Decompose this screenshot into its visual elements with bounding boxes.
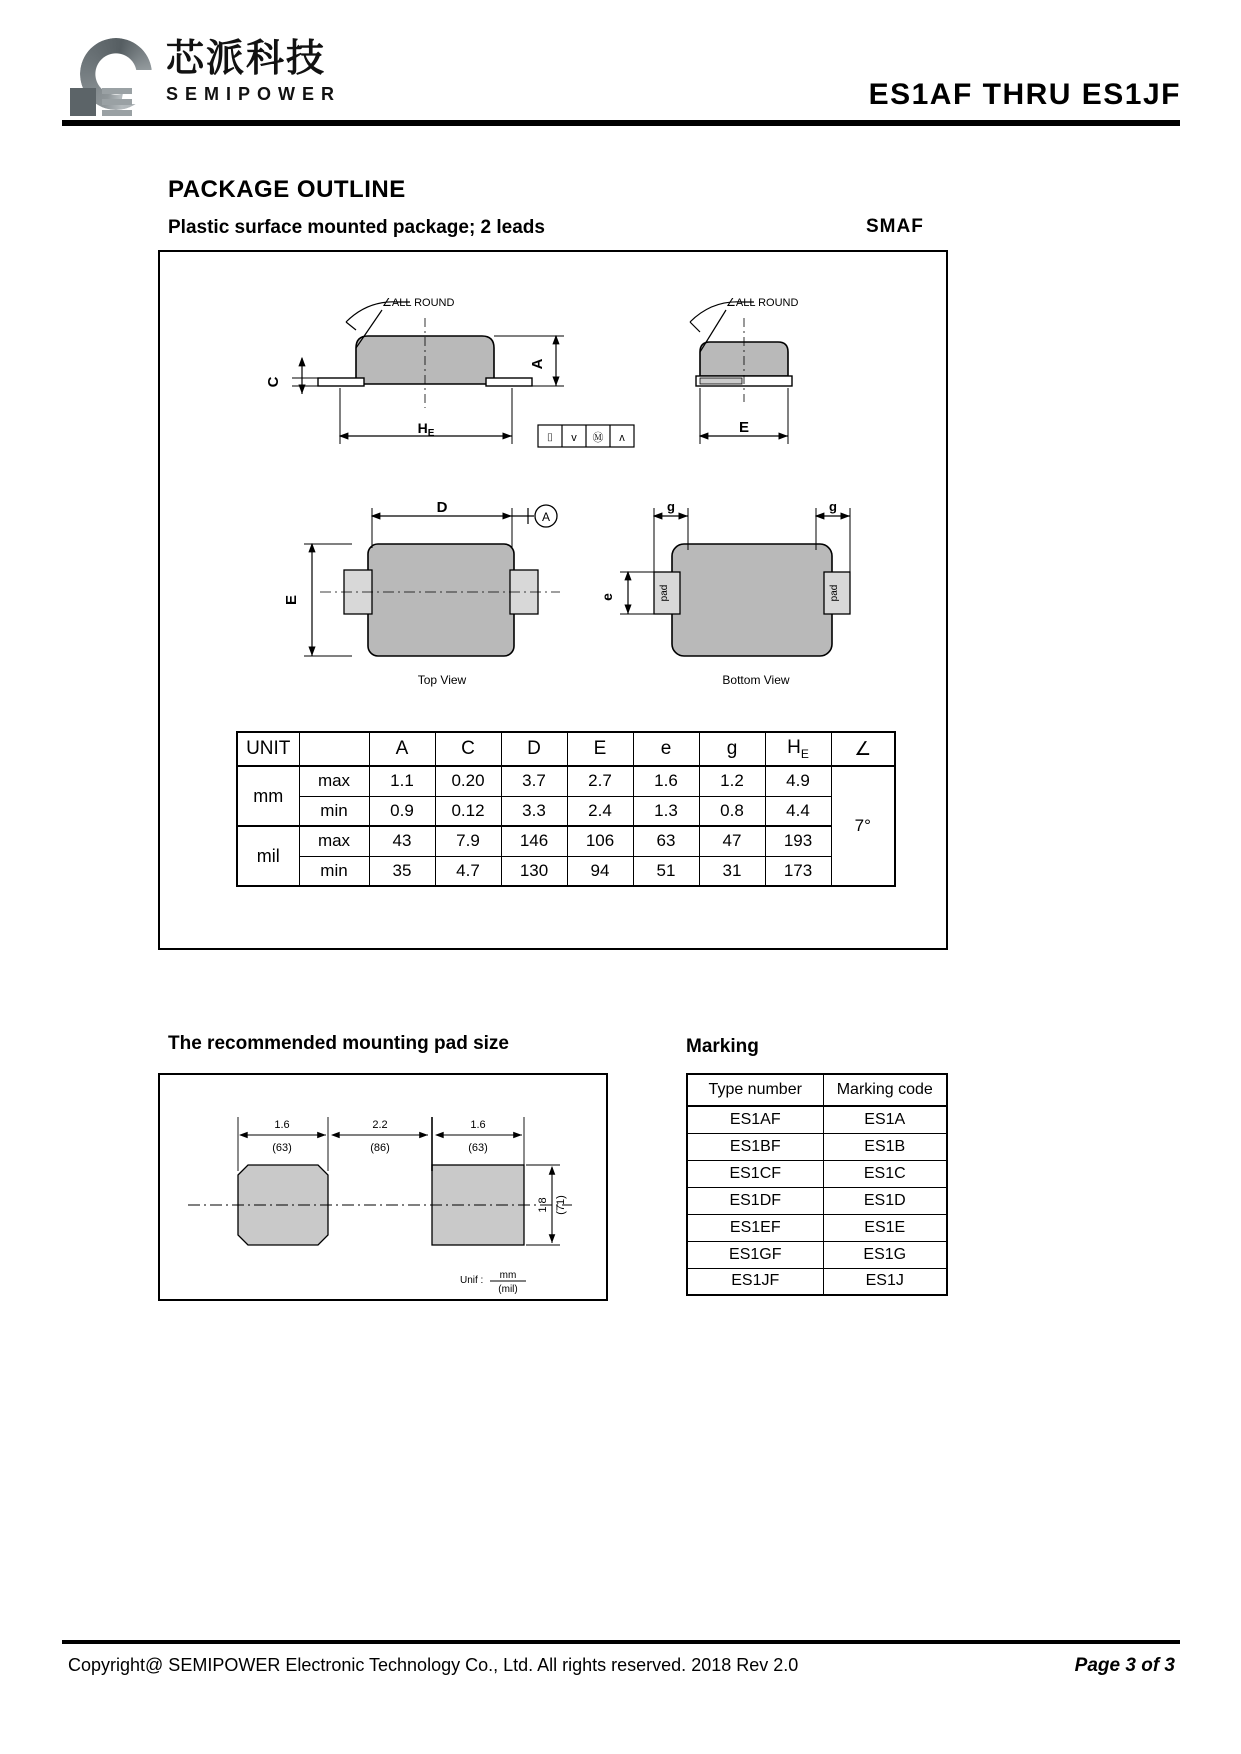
package-subtitle: Plastic surface mounted package; 2 leads [168,217,545,238]
table-row [687,1214,947,1241]
marking-code: ES1A [823,1106,947,1133]
dim-label-g-right: g [829,499,837,514]
dimension-table-container [236,731,896,887]
value-A: 35 [369,856,435,886]
dim-label-A: A [529,358,546,370]
type-number: ES1GF [687,1241,823,1268]
top-view [283,499,560,687]
pad-label-right: pad [829,584,840,602]
value-C: 7.9 [435,826,501,856]
col-header-limit [299,732,369,766]
footer-divider [62,1640,1180,1644]
col-header-angle: ∠ [831,732,895,766]
table-row [687,1268,947,1295]
dimension-table [236,731,896,887]
side-view-front [265,297,634,447]
value-g: 31 [699,856,765,886]
dim-label-C: C [265,376,282,388]
limit-cell: max [299,826,369,856]
col-header-A: A [369,732,435,766]
value-C: 0.12 [435,796,501,826]
col-header-E: E [567,732,633,766]
limit-cell: min [299,856,369,886]
logo-english-name: SEMIPOWER [166,84,342,104]
value-E: 2.4 [567,796,633,826]
table-row [237,796,895,826]
table-row [237,826,895,856]
pad-dim-2-mil: (86) [370,1142,390,1154]
pad-unit-den: (mil) [498,1284,518,1295]
datum-a-letter: A [541,510,551,524]
value-HE: 173 [765,856,831,886]
value-E: 94 [567,856,633,886]
col-header-e: e [633,732,699,766]
svg-text:Ⓜ: Ⓜ [592,432,604,444]
value-E: 2.7 [567,766,633,796]
table-header-row [687,1074,947,1106]
col-header-type-number: Type number [687,1074,823,1106]
dim-label-g-left: g [667,499,675,514]
value-D: 3.7 [501,766,567,796]
marking-table [686,1073,948,1296]
angle-value: 7° [831,766,895,886]
value-C: 4.7 [435,856,501,886]
value-HE: 193 [765,826,831,856]
limit-cell: min [299,796,369,826]
type-number: ES1CF [687,1160,823,1187]
table-row [237,856,895,886]
page-number: Page 3 of 3 [1074,1655,1175,1676]
type-number: ES1EF [687,1214,823,1241]
marking-code: ES1B [823,1133,947,1160]
dim-label-e: e [599,593,615,601]
value-D: 3.3 [501,796,567,826]
pad-height-mm: 1.8 [537,1197,549,1213]
gdt-frame [538,425,634,447]
table-row [687,1106,947,1133]
col-header-D: D [501,732,567,766]
dim-label-E-top: E [283,594,300,606]
col-header-unit: UNIT [237,732,299,766]
pad-label-left: pad [659,584,670,602]
svg-text:⌷: ⌷ [546,432,554,444]
table-row [687,1187,947,1214]
type-number: ES1BF [687,1133,823,1160]
svg-text:v: v [571,432,577,444]
value-e: 63 [633,826,699,856]
package-outline-heading: PACKAGE OUTLINE [168,176,406,203]
value-g: 1.2 [699,766,765,796]
page-title: ES1AF THRU ES1JF [868,78,1181,111]
value-e: 1.6 [633,766,699,796]
pad-unit-num: mm [499,1270,517,1281]
unit-cell-mil: mil [237,826,299,886]
pad-dim-1-mil: (63) [272,1142,292,1154]
logo-chinese-name: 芯派科技 [166,38,327,80]
col-header-HE: $H_E$ [765,732,831,766]
value-HE: 4.9 [765,766,831,796]
bottom-view [599,499,850,687]
bottom-view-label: Bottom View [722,673,790,687]
marking-code: ES1G [823,1241,947,1268]
pad-unit-label: Unif : [460,1275,484,1286]
marking-table-container [686,1073,948,1296]
mounting-pad-heading: The recommended mounting pad size [168,1033,509,1054]
company-logo [70,38,341,116]
value-C: 0.20 [435,766,501,796]
table-row [687,1160,947,1187]
marking-code: ES1J [823,1268,947,1295]
side-view-end [690,297,798,444]
value-e: 51 [633,856,699,886]
value-g: 0.8 [699,796,765,826]
col-header-g: g [699,732,765,766]
table-row [687,1241,947,1268]
value-g: 47 [699,826,765,856]
type-number: ES1AF [687,1106,823,1133]
pad-dim-3-mil: (63) [468,1142,488,1154]
mounting-pad-drawing [160,1075,606,1299]
value-D: 130 [501,856,567,886]
type-number: ES1DF [687,1187,823,1214]
semipower-logo-icon [70,38,152,116]
value-A: 1.1 [369,766,435,796]
value-A: 0.9 [369,796,435,826]
marking-code: ES1C [823,1160,947,1187]
pad-height-mil: (71) [555,1195,567,1215]
copyright-text: Copyright@ SEMIPOWER Electronic Technology Co., Ltd. All rights reserved. 2018 Rev 2.0 [68,1655,799,1675]
value-E: 106 [567,826,633,856]
marking-code: ES1D [823,1187,947,1214]
col-header-C: C [435,732,501,766]
col-header-marking-code: Marking code [823,1074,947,1106]
pad-dim-2-mm: 2.2 [372,1119,388,1131]
value-A: 43 [369,826,435,856]
type-number: ES1JF [687,1268,823,1295]
all-round-label-front: ∠ALL ROUND [382,297,455,309]
value-HE: 4.4 [765,796,831,826]
datum-a-symbol [512,505,557,527]
dim-label-D: D [436,499,448,516]
all-round-label-end: ∠ALL ROUND [726,297,799,309]
unit-cell-mm: mm [237,766,299,826]
dim-label-E-end: E [738,419,750,436]
table-row [237,766,895,796]
limit-cell: max [299,766,369,796]
marking-code: ES1E [823,1214,947,1241]
page-header [0,0,1241,130]
svg-text:ʌ: ʌ [619,432,625,444]
value-D: 146 [501,826,567,856]
mounting-pad-drawing-box [158,1073,608,1301]
value-e: 1.3 [633,796,699,826]
header-divider [62,120,1180,126]
smaf-package-label: SMAF [866,216,924,237]
table-header-row [237,732,895,766]
pad-dim-3-mm: 1.6 [470,1119,486,1131]
top-view-label: Top View [417,673,467,687]
pad-dim-1-mm: 1.6 [274,1119,290,1131]
dim-label-HE: $H_E$ [417,420,435,439]
marking-heading: Marking [686,1036,759,1057]
table-row [687,1133,947,1160]
pad-unit-note [460,1270,526,1295]
